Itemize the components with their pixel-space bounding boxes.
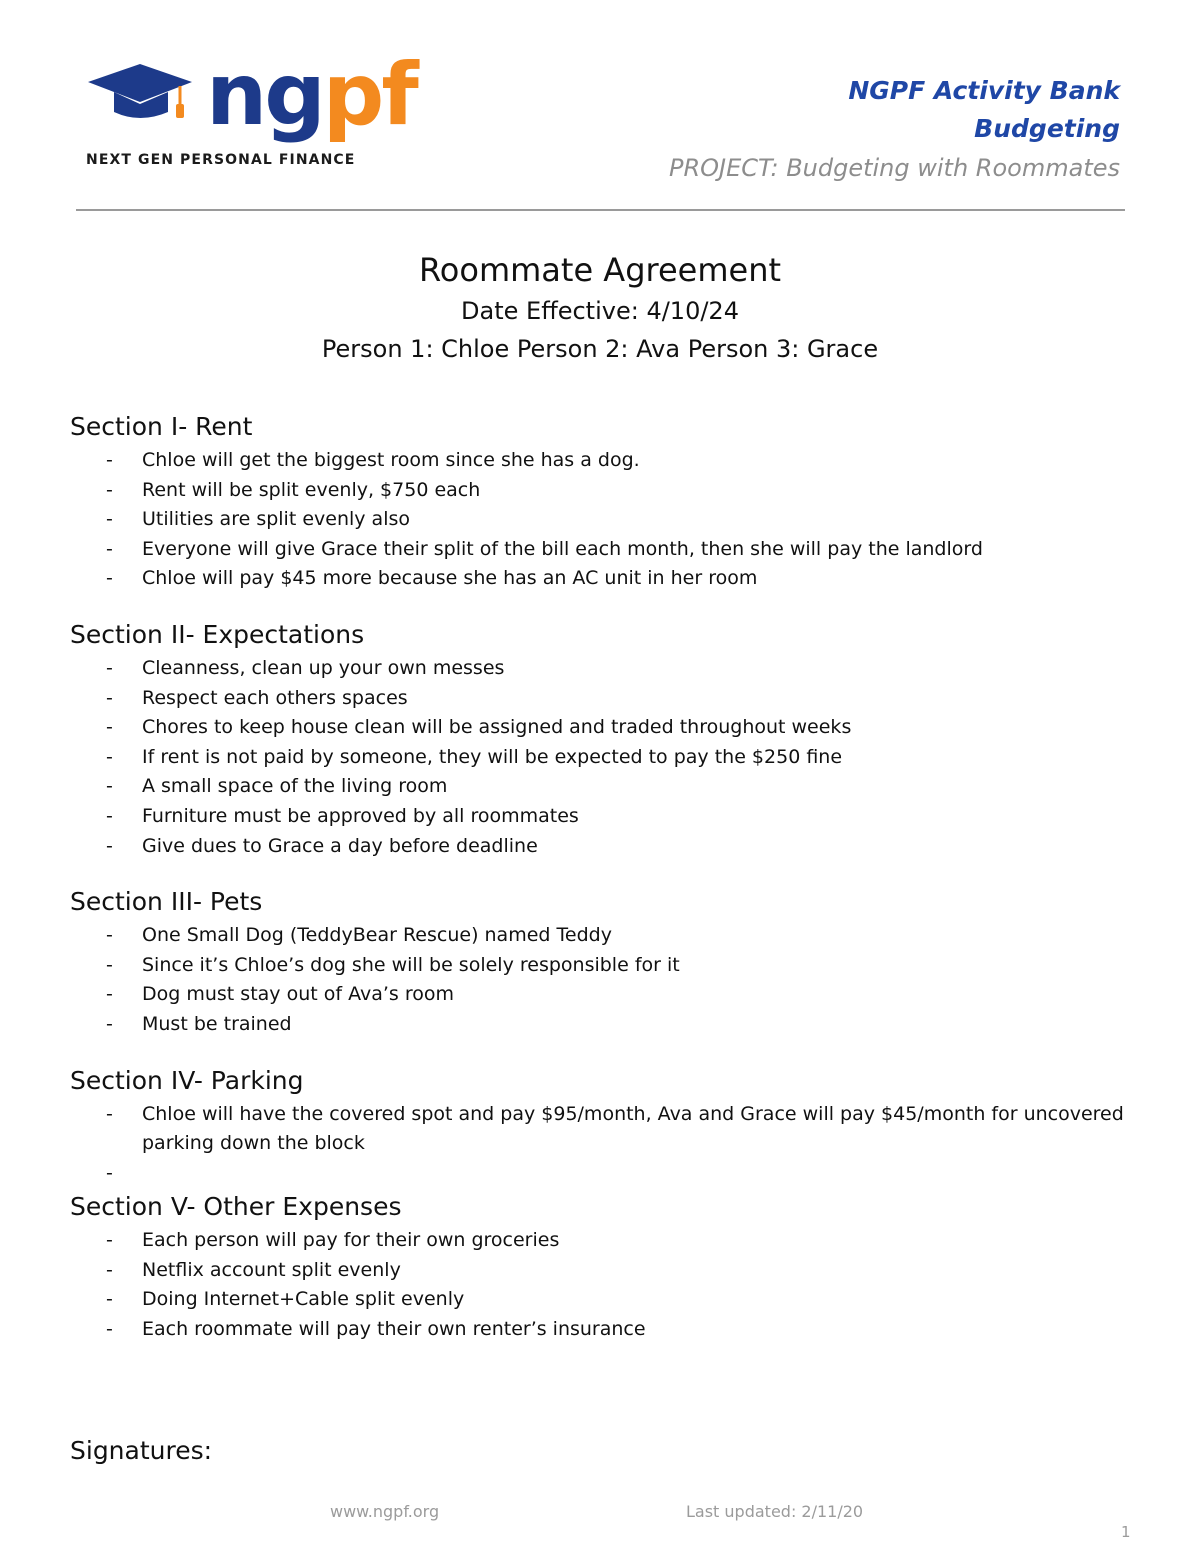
section-title: Section III- Pets [70, 887, 263, 917]
footer-last-updated: Last updated: 2/11/20 [686, 1502, 864, 1521]
bullet-dash: - [106, 1318, 113, 1341]
bullet-dash: - [106, 449, 113, 471]
bullet-dash: - [106, 1258, 113, 1281]
section-title: Section V- Other Expenses [70, 1192, 402, 1222]
list-item [70, 1256, 1130, 1286]
footer-url[interactable]: www.ngpf.org [330, 1502, 440, 1521]
list-item-text: Chloe will have the covered spot and pay $95/month, Ava and Grace will pay $45/month for uncovered parking down the block [142, 1102, 1124, 1155]
list-item [70, 832, 1130, 862]
bullet-dash: - [106, 834, 113, 857]
list-item [70, 535, 1130, 565]
logo-tagline: NEXT GEN PERSONAL FINANCE [86, 152, 356, 168]
list-item-text: Utilities are split evenly also [142, 508, 410, 531]
bullet-dash: - [106, 983, 113, 1006]
list-item [70, 1159, 1130, 1189]
list-item [70, 1010, 1130, 1040]
list-item [70, 713, 1130, 743]
list-item [70, 476, 1130, 506]
section-pets [70, 883, 1130, 1039]
list-item [70, 1100, 1130, 1159]
bullet-dash: - [106, 478, 113, 501]
bullet-dash: - [106, 1229, 113, 1252]
list-item-text: Chloe will get the biggest room since she has a dog. [142, 449, 640, 471]
list-item-text: Chloe will pay $45 more because she has an AC unit in her room [142, 567, 758, 590]
list-item-text: Rent will be split evenly, $750 each [142, 478, 481, 501]
unit-title: Budgeting [974, 114, 1120, 143]
section-title: Section IV- Parking [70, 1065, 304, 1095]
list-item [70, 951, 1130, 981]
list-item [70, 802, 1130, 832]
list-item-text: Furniture must be approved by all roommates [142, 804, 579, 827]
agreement-sections [70, 408, 1130, 1345]
logo-wordmark [206, 45, 416, 145]
bullet-dash: - [106, 716, 113, 739]
list-item [70, 921, 1130, 951]
bullet-dash: - [106, 567, 113, 590]
list-item-text: Must be trained [142, 1012, 292, 1035]
section-list [70, 1226, 1130, 1344]
list-item [70, 743, 1130, 773]
list-item-text: Chores to keep house clean will be assigned and traded throughout weeks [142, 716, 852, 739]
document-title: Roommate Agreement [418, 251, 782, 289]
header-info [669, 72, 1120, 188]
list-item-text: Everyone will give Grace their split of the bill each month, then she will pay the landlord [142, 537, 983, 560]
list-item-text: If rent is not paid by someone, they will be expected to pay the $250 fine [142, 745, 843, 768]
bullet-dash: - [106, 953, 113, 976]
list-item [70, 772, 1130, 802]
bullet-dash: - [106, 924, 113, 947]
bullet-dash: - [106, 686, 113, 709]
graduation-cap-icon [84, 62, 208, 132]
list-item [70, 1315, 1130, 1345]
section-rent [70, 408, 1130, 594]
list-item [70, 1285, 1130, 1315]
bullet-dash: - [106, 745, 113, 768]
list-item [70, 1226, 1130, 1256]
list-item [70, 446, 1130, 476]
section-title: Section I- Rent [70, 412, 253, 441]
list-item-text: Give dues to Grace a day before deadline [142, 834, 538, 857]
section-list [70, 921, 1130, 1039]
list-item [70, 654, 1130, 684]
persons-line: Person 1: Chloe Person 2: Ava Person 3: Grace [321, 335, 879, 363]
bullet-dash: - [106, 1288, 113, 1311]
list-item [70, 684, 1130, 714]
list-item-text: Netflix account split evenly [142, 1258, 401, 1281]
bullet-dash: - [106, 1012, 113, 1035]
date-effective: Date Effective: 4/10/24 [461, 297, 739, 325]
list-item [70, 505, 1130, 535]
section-parking [70, 1062, 1130, 1189]
bullet-dash: - [106, 656, 113, 679]
list-item-text: Respect each others spaces [142, 686, 408, 709]
section-list [70, 446, 1130, 594]
section-other-expenses [70, 1188, 1130, 1344]
project-title: PROJECT: Budgeting with Roommates [668, 154, 1120, 182]
bullet-dash: - [106, 1161, 113, 1184]
ngpf-logo [84, 45, 416, 172]
section-list [70, 1100, 1130, 1189]
bullet-dash: - [106, 775, 113, 798]
bullet-dash: - [106, 508, 113, 531]
list-item [70, 980, 1130, 1010]
logo-word-pf: pf [322, 45, 416, 145]
list-item-text: Since it’s Chloe’s dog she will be solely responsible for it [142, 953, 680, 976]
bullet-dash: - [106, 537, 113, 560]
page-number: 1 [1121, 1523, 1131, 1541]
header-divider [76, 209, 1125, 211]
activity-bank-title: NGPF Activity Bank [848, 76, 1120, 105]
list-item-text: A small space of the living room [142, 775, 448, 798]
section-expectations [70, 616, 1130, 861]
bullet-dash: - [106, 1102, 113, 1125]
logo-word-ng: ng [206, 45, 323, 145]
list-item-text: Cleanness, clean up your own messes [142, 656, 505, 679]
bullet-dash: - [106, 804, 113, 827]
list-item-text: Dog must stay out of Ava’s room [142, 983, 454, 1006]
list-item-text: Doing Internet+Cable split evenly [142, 1288, 465, 1311]
section-list [70, 654, 1130, 861]
list-item [70, 564, 1130, 594]
section-title: Section II- Expectations [70, 619, 365, 649]
list-item-text: One Small Dog (TeddyBear Rescue) named Teddy [142, 924, 612, 947]
list-item-text: Each roommate will pay their own renter’s insurance [142, 1318, 646, 1341]
list-item-text: Each person will pay for their own groceries [142, 1229, 560, 1252]
signatures-label: Signatures: [70, 1436, 213, 1465]
title-block [0, 248, 1200, 368]
